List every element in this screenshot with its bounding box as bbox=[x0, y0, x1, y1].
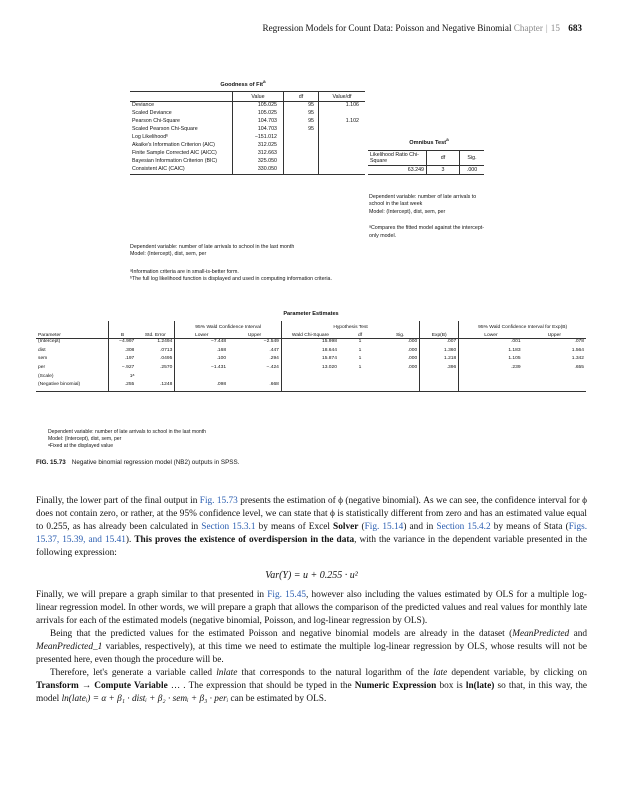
omnibus-header-row bbox=[368, 151, 484, 166]
p4-text-g: can be estimated by OLS. bbox=[228, 694, 327, 704]
pe-cell-b: −.927 bbox=[121, 364, 135, 370]
p1-text-d: ( bbox=[358, 522, 365, 532]
pe-cell-stderr: .1248 bbox=[136, 382, 175, 391]
pe-cell-sig: .000 bbox=[407, 356, 418, 362]
chapter-label: Chapter bbox=[513, 23, 543, 33]
pe-cell-parameter: (Scale) bbox=[36, 374, 108, 383]
pe-row bbox=[36, 348, 586, 357]
p4-model-equation: ln(lateᵢ) = α + β₁ · distᵢ + β₂ · semᵢ + β₃ · perᵢ bbox=[61, 694, 229, 704]
link-fig-15-45[interactable]: Fig. 15.45 bbox=[267, 590, 307, 600]
gof-cell-df bbox=[284, 166, 319, 175]
p4-text-e: box is bbox=[436, 681, 466, 691]
p3-text-b: and bbox=[569, 629, 587, 639]
gof-col-value-df: Value/df bbox=[319, 92, 366, 102]
gof-cell-df bbox=[284, 150, 319, 158]
running-title: Regression Models for Count Data: Poisson and Negative Binomial bbox=[262, 23, 512, 33]
omnibus-model: Model: (Intercept), dist, sem, per bbox=[369, 208, 446, 215]
gof-cell-df bbox=[284, 142, 319, 150]
p2-text-a: Finally, we will prepare a graph similar to that presented in bbox=[36, 590, 268, 600]
pe-cell-wald bbox=[281, 374, 339, 383]
pe-cell-stderr bbox=[136, 374, 175, 383]
pe-cell-expb: 1.360 bbox=[420, 348, 459, 357]
pe-cell-parameter: (Intercept) bbox=[36, 339, 108, 348]
gof-footnote-b: ᵇThe full log likelihood function is displayed and used in computing information criteria. bbox=[130, 276, 332, 283]
pe-col-b: B bbox=[108, 330, 136, 339]
pe-cell-df bbox=[339, 382, 381, 391]
pe-col-df: df bbox=[339, 330, 381, 339]
pe-cell-upper: .668 bbox=[228, 382, 281, 391]
pe-cell-exp-lower: .001 bbox=[511, 339, 521, 345]
gof-row bbox=[130, 150, 365, 158]
pe-cell-wald: 18.644 bbox=[321, 347, 337, 353]
pe-cell-lower: −1.431 bbox=[211, 364, 227, 370]
link-fig-15-73[interactable]: Fig. 15.73 bbox=[199, 496, 238, 506]
p3-text-a: Being that the predicted values for the estimated Poisson and negative binomial models are already in the dataset ( bbox=[50, 629, 513, 639]
omnibus-test-table bbox=[368, 150, 484, 175]
paragraph-4 bbox=[36, 667, 587, 706]
gof-cell-df: 95 bbox=[284, 126, 319, 134]
pe-row bbox=[36, 339, 586, 348]
pe-cell-exp-upper: .655 bbox=[574, 364, 584, 370]
gof-row bbox=[130, 110, 365, 118]
gof-cell-df bbox=[284, 134, 319, 142]
header-separator: | bbox=[545, 23, 548, 33]
pe-cell-expb bbox=[420, 374, 459, 383]
pe-cell-upper: .294 bbox=[228, 356, 281, 365]
pe-cell-stderr: .2570 bbox=[136, 365, 175, 374]
pe-cell-exp-lower: 1.105 bbox=[508, 356, 521, 362]
paragraph-2 bbox=[36, 589, 587, 628]
pe-cell-lower: .100 bbox=[216, 356, 227, 362]
gof-cell-label: Bayesian Information Criterion (BIC) bbox=[130, 158, 233, 166]
gof-row bbox=[130, 126, 365, 134]
pe-row bbox=[36, 365, 586, 374]
gof-col-df: df bbox=[284, 92, 319, 102]
gof-header-row bbox=[130, 92, 365, 102]
pe-cell-exp-upper bbox=[523, 374, 586, 383]
pe-col-lower: Lower bbox=[175, 330, 228, 339]
gof-cell-label: Consistent AIC (CAIC) bbox=[130, 166, 233, 175]
gof-cell-value: 325.050 bbox=[233, 158, 284, 166]
gof-col-label bbox=[130, 92, 233, 102]
pe-cell-sig: .000 bbox=[407, 364, 418, 370]
pe-cell-lower: .168 bbox=[216, 347, 227, 353]
pe-cell-expb: .007 bbox=[420, 339, 459, 348]
parameter-estimates-table bbox=[36, 321, 586, 392]
pe-cell-parameter: (Negative binomial) bbox=[36, 382, 108, 391]
gof-col-value: Value bbox=[233, 92, 284, 102]
pe-cell-sig: .000 bbox=[407, 339, 418, 345]
pe-cell-exp-lower bbox=[459, 374, 523, 383]
gof-title bbox=[130, 79, 356, 88]
pe-cell-b: .197 bbox=[124, 356, 135, 362]
p4-bold-numeric-expression: Numeric Expression bbox=[354, 681, 437, 691]
pe-cell-df: 1 bbox=[358, 339, 362, 345]
pe-cell-sig bbox=[381, 382, 420, 391]
omnibus-chi-value: 63.249 bbox=[368, 166, 427, 175]
p1-bold-solver: Solver bbox=[333, 522, 359, 532]
gof-note-model: Model: (Intercept), dist, sem, per bbox=[130, 251, 207, 258]
pe-cell-expb: 1.218 bbox=[420, 356, 459, 365]
gof-cell-value: 105.025 bbox=[233, 110, 284, 118]
p3-var-meanpredicted-1: MeanPredicted_1 bbox=[36, 642, 103, 652]
pe-cell-wald bbox=[281, 382, 339, 391]
gof-cell-df: 95 bbox=[284, 118, 319, 126]
pe-group-row bbox=[36, 321, 586, 330]
omnibus-col-df: df bbox=[427, 151, 460, 166]
variance-equation: Var(Y) = u + 0.255 · u² bbox=[265, 570, 358, 581]
pe-note-model: Model: (Intercept), dist, sem, per bbox=[48, 436, 122, 442]
gof-cell-label: Akaike's Information Criterion (AIC) bbox=[130, 142, 233, 150]
pe-cell-stderr: .0495 bbox=[136, 356, 175, 365]
body-text bbox=[36, 495, 587, 706]
gof-cell-label: Scaled Pearson Chi-Square bbox=[130, 126, 233, 134]
pe-cell-exp-upper: 1.342 bbox=[571, 356, 584, 362]
p4-text-d: … . The expression that should be typed in the bbox=[167, 681, 355, 691]
link-fig-15-14[interactable]: Fig. 15.14 bbox=[364, 522, 404, 532]
pe-cell-sig bbox=[381, 374, 420, 383]
pe-col-sig: Sig. bbox=[381, 330, 420, 339]
pe-row bbox=[36, 382, 586, 391]
pe-cell-df: 1 bbox=[358, 364, 362, 370]
pe-cell-upper: −.424 bbox=[228, 365, 281, 374]
gof-cell-value: 312.025 bbox=[233, 142, 284, 150]
gof-cell-value-df bbox=[319, 158, 366, 166]
gof-cell-df bbox=[284, 158, 319, 166]
omnibus-sig-value: .000 bbox=[460, 166, 485, 175]
paragraph-1 bbox=[36, 495, 587, 560]
figure-label: FIG. 15.73 bbox=[36, 459, 66, 466]
pe-cell-parameter: dist bbox=[36, 348, 108, 357]
p4-text-c: dependent variable, by clicking on bbox=[447, 668, 587, 678]
pe-cell-expb: .396 bbox=[420, 365, 459, 374]
gof-body bbox=[130, 102, 365, 175]
p1-text-b: presents the estimation of ϕ (negative binomial). As we can see, the confidence interval for ϕ does not contain zero, or rather, at the 95% confidence level, we can state that ϕ is statistically different from zero and has an estimated value equal to 0.255, as has already been calculated in bbox=[36, 496, 588, 532]
omnibus-title-sup: a bbox=[446, 137, 449, 142]
gof-row bbox=[130, 134, 365, 142]
gof-row bbox=[130, 102, 365, 111]
omnibus-df-value: 3 bbox=[427, 166, 460, 175]
p1-text-e: ) and in bbox=[403, 522, 437, 532]
chapter-number: 15 bbox=[550, 23, 560, 33]
pe-notes bbox=[48, 429, 448, 450]
pe-col-exp-lower: Lower bbox=[459, 330, 523, 339]
link-figs-15-37-39-41[interactable]: Figs. 15.37, 15.39, and 15.41 bbox=[36, 522, 588, 545]
gof-cell-value: 312.663 bbox=[233, 150, 284, 158]
pe-cell-lower: .098 bbox=[175, 382, 228, 391]
gof-cell-value-df bbox=[319, 126, 366, 134]
gof-note-dependent: Dependent variable: number of late arrivals to school in the last month bbox=[130, 244, 295, 250]
p1-text-a: Finally, the lower part of the final output in bbox=[36, 496, 200, 506]
gof-footnote-a: ᵃInformation criteria are in small-is-better form. bbox=[130, 268, 239, 275]
p4-bold-ln-late: ln(late) bbox=[465, 681, 495, 691]
running-header bbox=[0, 23, 582, 33]
pe-cell-upper bbox=[228, 374, 281, 383]
p4-text-b: that corresponds to the natural logarithm of the bbox=[237, 668, 434, 678]
pe-cell-exp-lower: .239 bbox=[511, 364, 521, 370]
pe-cell-b: .255 bbox=[108, 382, 136, 391]
page-number: 683 bbox=[568, 23, 582, 33]
pe-cell-lower: −7.448 bbox=[211, 339, 227, 345]
p4-text-f: so that, in this way, the model bbox=[36, 681, 587, 704]
gof-cell-label: Finite Sample Corrected AIC (AICC) bbox=[130, 150, 233, 158]
pe-header-row bbox=[36, 330, 586, 339]
pe-body bbox=[36, 339, 586, 392]
p4-bold-menu-path: Transform → Compute Variable bbox=[36, 681, 168, 691]
pe-cell-exp-lower bbox=[459, 382, 523, 391]
pe-cell-df: 1 bbox=[358, 356, 362, 362]
pe-note-dependent: Dependent variable: number of late arrivals to school in the last month bbox=[48, 429, 206, 435]
p4-var-lnlate: lnlate bbox=[216, 668, 238, 678]
gof-cell-label: Log Likelihoodᵇ bbox=[130, 134, 233, 142]
p1-text-c: by means of Excel bbox=[255, 522, 334, 532]
gof-title-sup: a bbox=[262, 79, 266, 84]
omnibus-col-sig: Sig. bbox=[460, 151, 485, 166]
link-section-15-4-2[interactable]: Section 15.4.2 bbox=[436, 522, 491, 532]
omnibus-footnote: ᵃCompares the fitted model against the intercept-only model. bbox=[369, 225, 485, 239]
omnibus-col-chi: Likelihood Ratio Chi-Square bbox=[368, 151, 427, 166]
p1-bold-overdispersion: This proves the existence of overdispersion in the data bbox=[134, 535, 355, 545]
gof-cell-label: Scaled Deviance bbox=[130, 110, 233, 118]
pe-col-upper: Upper bbox=[228, 330, 281, 339]
pe-footnote: ᵃFixed at the displayed value bbox=[48, 443, 114, 449]
pe-cell-exp-upper: .078 bbox=[574, 339, 584, 345]
p4-var-late: late bbox=[433, 668, 448, 678]
pe-cell-exp-upper bbox=[523, 382, 586, 391]
pe-cell-upper: −2.549 bbox=[228, 339, 281, 348]
gof-cell-label: Deviance bbox=[130, 102, 233, 111]
gof-cell-value: 104.703 bbox=[233, 118, 284, 126]
pe-col-stderr: Std. Error bbox=[136, 330, 175, 339]
gof-cell-value: 104.703 bbox=[233, 126, 284, 134]
pe-cell-b: 1ᵃ bbox=[129, 373, 135, 379]
gof-cell-value-df: 1.106 bbox=[345, 102, 359, 108]
p3-var-meanpredicted: MeanPredicted bbox=[512, 629, 570, 639]
pe-cell-wald: 15.998 bbox=[321, 339, 337, 345]
gof-cell-value-df bbox=[319, 142, 366, 150]
omnibus-title bbox=[370, 137, 488, 146]
pe-cell-parameter: sem bbox=[36, 356, 108, 365]
omnibus-notes bbox=[369, 194, 489, 240]
pe-cell-exp-upper: 1.564 bbox=[571, 347, 584, 353]
gof-cell-value-df bbox=[319, 166, 366, 175]
pe-cell-exp-lower: 1.183 bbox=[508, 347, 521, 353]
gof-cell-df: 95 bbox=[284, 102, 319, 111]
pe-group-hypothesis: Hypothesis Test bbox=[333, 324, 368, 330]
gof-row bbox=[130, 166, 365, 175]
pe-group-wald-ci: 95% Wald Confidence Interval bbox=[175, 321, 282, 330]
pe-col-wald: Wald Chi-Square bbox=[281, 330, 339, 339]
gof-cell-value: 105.025 bbox=[233, 102, 284, 111]
gof-title-text: Goodness of Fit bbox=[220, 81, 263, 88]
pe-cell-expb bbox=[420, 382, 459, 391]
gof-cell-value: 330.050 bbox=[233, 166, 284, 175]
gof-row bbox=[130, 142, 365, 150]
gof-cell-label: Pearson Chi-Square bbox=[130, 118, 233, 126]
gof-cell-value-df bbox=[319, 150, 366, 158]
omnibus-value-row bbox=[368, 166, 484, 175]
pe-col-parameter: Parameter bbox=[36, 330, 108, 339]
pe-cell-wald: 15.874 bbox=[321, 356, 337, 362]
gof-notes bbox=[130, 244, 362, 284]
pe-col-exp-upper: Upper bbox=[523, 330, 586, 339]
pe-cell-df bbox=[339, 374, 381, 383]
gof-cell-value-df: 1.102 bbox=[345, 118, 359, 124]
gof-cell-value-df bbox=[319, 110, 366, 118]
figure-caption bbox=[36, 459, 239, 466]
p2-text-b: , however also including the values estimated by OLS for a multiple log-linear regression model. In other words, we will prepare a graph that allows the comparison of the predicted values and real values for monthly late arrivals for each of the estimated models (negative binomial, Poisson, and log-linear regression by OLS). bbox=[36, 590, 587, 626]
p1-text-g: ). bbox=[125, 535, 135, 545]
pe-cell-b: −4.997 bbox=[119, 339, 135, 345]
p3-text-c: variables, respectively), at this time we need to estimate the multiple log-linear regression by OLS, whose results will not be presented here, even though the procedure will be. bbox=[36, 642, 587, 665]
paragraph-3 bbox=[36, 628, 587, 667]
pe-cell-df: 1 bbox=[358, 347, 362, 353]
pe-cell-b: .308 bbox=[124, 347, 135, 353]
omnibus-note: Dependent variable: number of late arrivals to school in the last week bbox=[369, 194, 477, 208]
pe-group-exp-ci: 95% Wald Confidence Interval for Exp(B) bbox=[478, 324, 568, 330]
pe-col-expb: Exp(B) bbox=[420, 330, 459, 339]
gof-row bbox=[130, 118, 365, 126]
pe-row bbox=[36, 356, 586, 365]
pe-row bbox=[36, 374, 586, 383]
pe-cell-lower bbox=[175, 374, 228, 383]
pe-cell-wald: 13.020 bbox=[321, 364, 337, 370]
pe-title: Parameter Estimates bbox=[283, 311, 339, 317]
pe-cell-parameter: per bbox=[36, 365, 108, 374]
p1-text-h: , with the variance in the dependent variable presented in the following expression: bbox=[36, 535, 587, 558]
omnibus-title-text: Omnibus Test bbox=[409, 139, 447, 146]
p4-text-a: Therefore, let's generate a variable called bbox=[50, 668, 217, 678]
link-section-15-3-1[interactable]: Section 15.3.1 bbox=[201, 522, 256, 532]
figure-caption-text: Negative binomial regression model (NB2) outputs in SPSS. bbox=[71, 459, 240, 466]
gof-row bbox=[130, 158, 365, 166]
gof-cell-value: −151.012 bbox=[233, 134, 284, 142]
goodness-of-fit-table bbox=[130, 91, 365, 175]
pe-cell-upper: .447 bbox=[228, 348, 281, 357]
gof-cell-value-df bbox=[319, 134, 366, 142]
pe-cell-stderr: .0713 bbox=[136, 348, 175, 357]
p1-text-f: by means of Stata ( bbox=[490, 522, 569, 532]
pe-cell-stderr: 1.2494 bbox=[136, 339, 175, 348]
pe-cell-sig: .000 bbox=[407, 347, 418, 353]
gof-cell-df: 95 bbox=[284, 110, 319, 118]
